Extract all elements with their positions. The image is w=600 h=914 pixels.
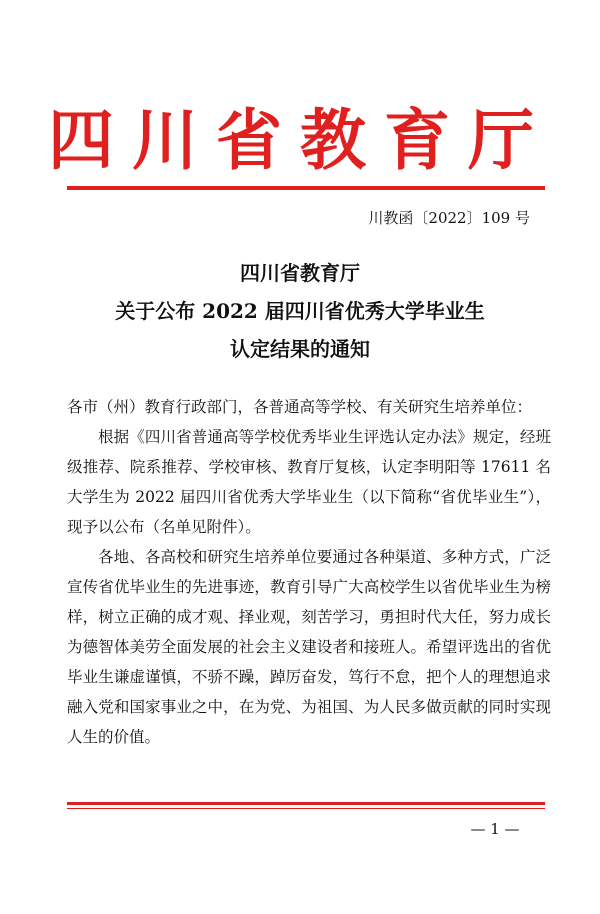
footer-red-rule-thick xyxy=(67,802,545,805)
document-title xyxy=(40,254,560,368)
paragraph-1: 根据《四川省普通高等学校优秀毕业生评选认定办法》规定，经班级推荐、院系推荐、学校审核、教育厅复核，认定李明阳等 17611 名大学生为 2022 届四川省优秀大学毕业生（以下简称“省优毕业生”），现予以公布（名单见附件）。 xyxy=(67,428,551,536)
masthead-red-rule xyxy=(67,186,545,190)
document-body xyxy=(67,392,551,752)
page-number: — 1 — xyxy=(470,820,520,838)
document-number: 川教函〔2022〕109 号 xyxy=(368,209,530,227)
footer-red-rule-thin xyxy=(67,808,545,809)
salutation: 各市（州）教育行政部门，各普通高等学校、有关研究生培养单位： xyxy=(67,398,533,416)
masthead-org-name: 四川省教育厅 xyxy=(48,101,552,179)
title-line-3: 认定结果的通知 xyxy=(230,337,370,361)
title-line-1: 四川省教育厅 xyxy=(240,261,360,285)
title-line-2: 关于公布 2022 届四川省优秀大学毕业生 xyxy=(115,299,485,323)
paragraph-2: 各地、各高校和研究生培养单位要通过各种渠道、多种方式，广泛宣传省优毕业生的先进事迹，教育引导广大高校学生以省优毕业生为榜样，树立正确的成才观、择业观，刻苦学习，勇担时代大任，努力成长为德智体美劳全面发展的社会主义建设者和接班人。希望评选出的省优毕业生谦虚谨慎，不骄不躁，踔厉奋发，笃行不怠，把个人的理想追求融入党和国家事业之中，在为党、为祖国、为人民多做贡献的同时实现人生的价值。 xyxy=(67,548,551,746)
